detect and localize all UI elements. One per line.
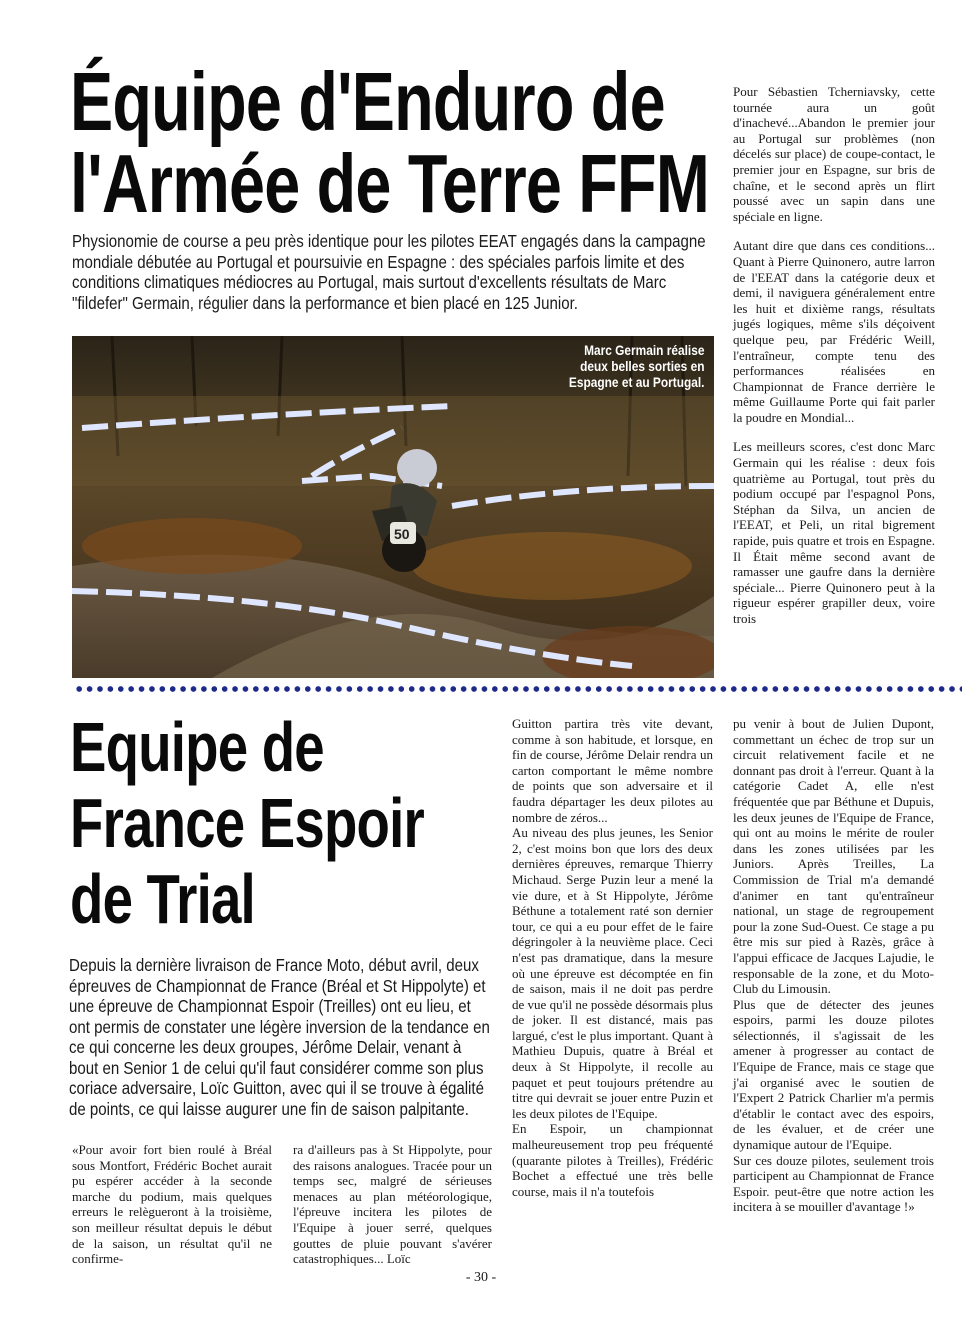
article2-paragraph: ra d'ailleurs pas à St Hippolyte, pour des raisons analogues. Tracée pour un temps sec, malgré de sérieuses menaces au plan météorologique, l'épreuve incitera les pilotes de l'Equipe à jouer serré, quelques gouttes de pluie pouvant s'avérer catastrophiques... Loïc <box>293 1142 492 1267</box>
article2-intro: Depuis la dernière livraison de France Moto, début avril, deux épreuves de Championnat de France (Bréal et St Hippolyte) et une épreuve de Championnat Espoir (Treilles) ont eu lieu, et ont permis de constater une légère inversion de la tendance en ce qui concerne les deux groupes, Jérôme Delair, venant à bout en Senior 1 de celui qu'il faut considérer comme son plus coriace adversaire, Loïc Guitton, avec qui il se trouve à égalité de points, ce qui laisse augurer une fin de saison palpitante. <box>69 955 490 1119</box>
enduro-rider-photo <box>72 336 714 678</box>
article1-intro: Physionomie de course a peu près identique pour les pilotes EEAT engagés dans la campagne mondiale débutée au Portugal et poursuivie en Espagne : des spéciales parfois limite et des conditions climatiques médiocres au Portugal, mais surtout d'excellents résultats de Marc "fildefer" Germain, régulier dans la performance et bien placé en 125 Junior. <box>72 231 706 313</box>
article2-paragraph: En Espoir, un championnat malheureusement trop peu fréquenté (quarante pilotes à Treilles), Frédéric Bochet a effectué une très belle course, mais il n'a toutefois <box>512 1121 713 1199</box>
photo-caption-line: deux belles sorties en <box>579 358 704 374</box>
article1-paragraph: Les meilleurs scores, c'est donc Marc Germain qui les réalise : deux fois quatrième au Portugal, tout près du podium occupé par l'espagnol Pons, Stéphan da Silva, un ancien de l'EEAT, et Peli, un rital bigrement rapide, puis quatre et trois en Espagne. Il Était même second avant de ramasser une gaufre dans la dernière spéciale... Pierre Quinonero peut à la rigueur espérer grapiller deux, voire trois <box>733 439 935 626</box>
article2-paragraph: pu venir à bout de Julien Dupont, commettant un échec de trop sur un circuit relativement facile et ne donnant pas droit à l'erreur. Quant à la catégorie Cadet A, elle n'est fréquentée que par Béthune et Dupuis, les deux jeunes de l'Equipe de France, qui ont au moins le mérite de rouler dans les zones utilisées par les Juniors. Après Treilles, La Commission de Trial m'a demandé d'animer en tant qu'entraîneur national, un stage de regroupement pour la zone Sud-Ouest. Ce stage a pu être mis sur pied à Razès, grâce à l'appui efficace de Jacques Lajudie, le responsable de la zone, et du Moto-Club du Limousin. <box>733 716 934 997</box>
bike-number: 50 <box>394 526 410 542</box>
article2-column-1 <box>72 1142 272 1267</box>
article2-title-line2: France Espoir <box>70 784 424 862</box>
article2-paragraph: Plus que de détecter des jeunes espoirs, parmi les douze pilotes sélectionnés, il s'agissait de les amener à progresser au contact de l'Equipe de France, mais ce stage que j'ai organisé avec le soutien de l'Expert 2 Patrick Charlier m'a permis d'établir le contact avec des espoirs, de les évaluer, et de créer une dynamique autour de l'Equipe. <box>733 996 934 1153</box>
article2-column-3 <box>512 716 713 1199</box>
article2-paragraph: «Pour avoir fort bien roulé à Bréal sous Montfort, Frédéric Bochet aurait pu espérer accéder à la seconde marche du podium, mais quelques erreurs le relègueront à la troisième, son meilleur résultat depuis le début de la saison, un résultat qu'il ne confirme- <box>72 1142 272 1267</box>
article2-column-4 <box>733 716 934 1215</box>
dotted-separator <box>74 683 962 695</box>
photo-caption <box>568 342 704 390</box>
article1-paragraph: Autant dire que dans ces conditions... Quant à Pierre Quinonero, autre larron de l'EEAT dans la catégorie deux et demi, il naviguera généralement entre les huit et dixième rangs, résultats jugés logiques, même s'ils déçoivent quelque peu, par Frédéric Weill, l'entraîneur, compte tenu des performances réalisées en Championnat de France derrière le même Guillaume Porte qui fait parler la poudre en Mondial... <box>733 238 935 425</box>
photo-caption-line: Espagne et au Portugal. <box>568 374 704 390</box>
page-number: - 30 - <box>465 1270 497 1285</box>
article1-title-line2: l'Armée de Terre FFM <box>70 137 709 230</box>
photo-caption-line: Marc Germain réalise <box>583 342 704 358</box>
article2-paragraph: Guitton partira très vite devant, comme à son habitude, et lorsque, en fin de course, Jérôme Delair rendra un carton comportant le même nombre de points que son adversaire et il faudra départager les deux pilotes au nombre de zéros... <box>512 716 713 825</box>
article2-paragraph: Sur ces douze pilotes, seulement trois participent au Championnat de France Espoir. peut-être que notre action les incitera à se mouiller d'avantage !» <box>733 1152 934 1215</box>
article2-column-2 <box>293 1142 492 1267</box>
article2-title-line1: Equipe de <box>70 708 324 786</box>
article2-paragraph: Au niveau des plus jeunes, les Senior 2, c'est moins bon que lors des deux dernières épreuves, remarque Thierry Michaud. Serge Puzin leur a mené la vie dure, et à St Hippolyte, Jérôme Béthune a totalement raté son dernier tour, ce qui a eu pour effet de le faire dégringoler à la neuvième place. Ceci n'est pas dramatique, dans la mesure où une épreuve est décomptée en fin de saison, mais il ne doit pas perdre de vue qu'il ne possède désormais plus de joker. Il est distancé, mais pas largué, c'est le plus important. Quant à Mathieu Dupuis, quatre à Bréal et deux à St Hippolyte, il recolle au paquet et peut toujours prétendre au titre qui devrait se jouer entre Puzin et les deux pilotes de l'Equipe. <box>512 825 713 1121</box>
article2-title-line3: de Trial <box>70 860 255 938</box>
article1-side-column <box>733 84 935 627</box>
article1-title-line1: Équipe d'Enduro de <box>70 55 665 148</box>
article1-paragraph: Pour Sébastien Tcherniavsky, cette tournée aura un goût d'inachevé...Abandon le premier jour au Portugal sur problèmes (non décelés sur place) de coupe-contact, le premier jour en Espagne, sur bris de chaîne, et le second après un flirt poussé avec un sapin dans une spéciale en ligne. <box>733 84 935 224</box>
